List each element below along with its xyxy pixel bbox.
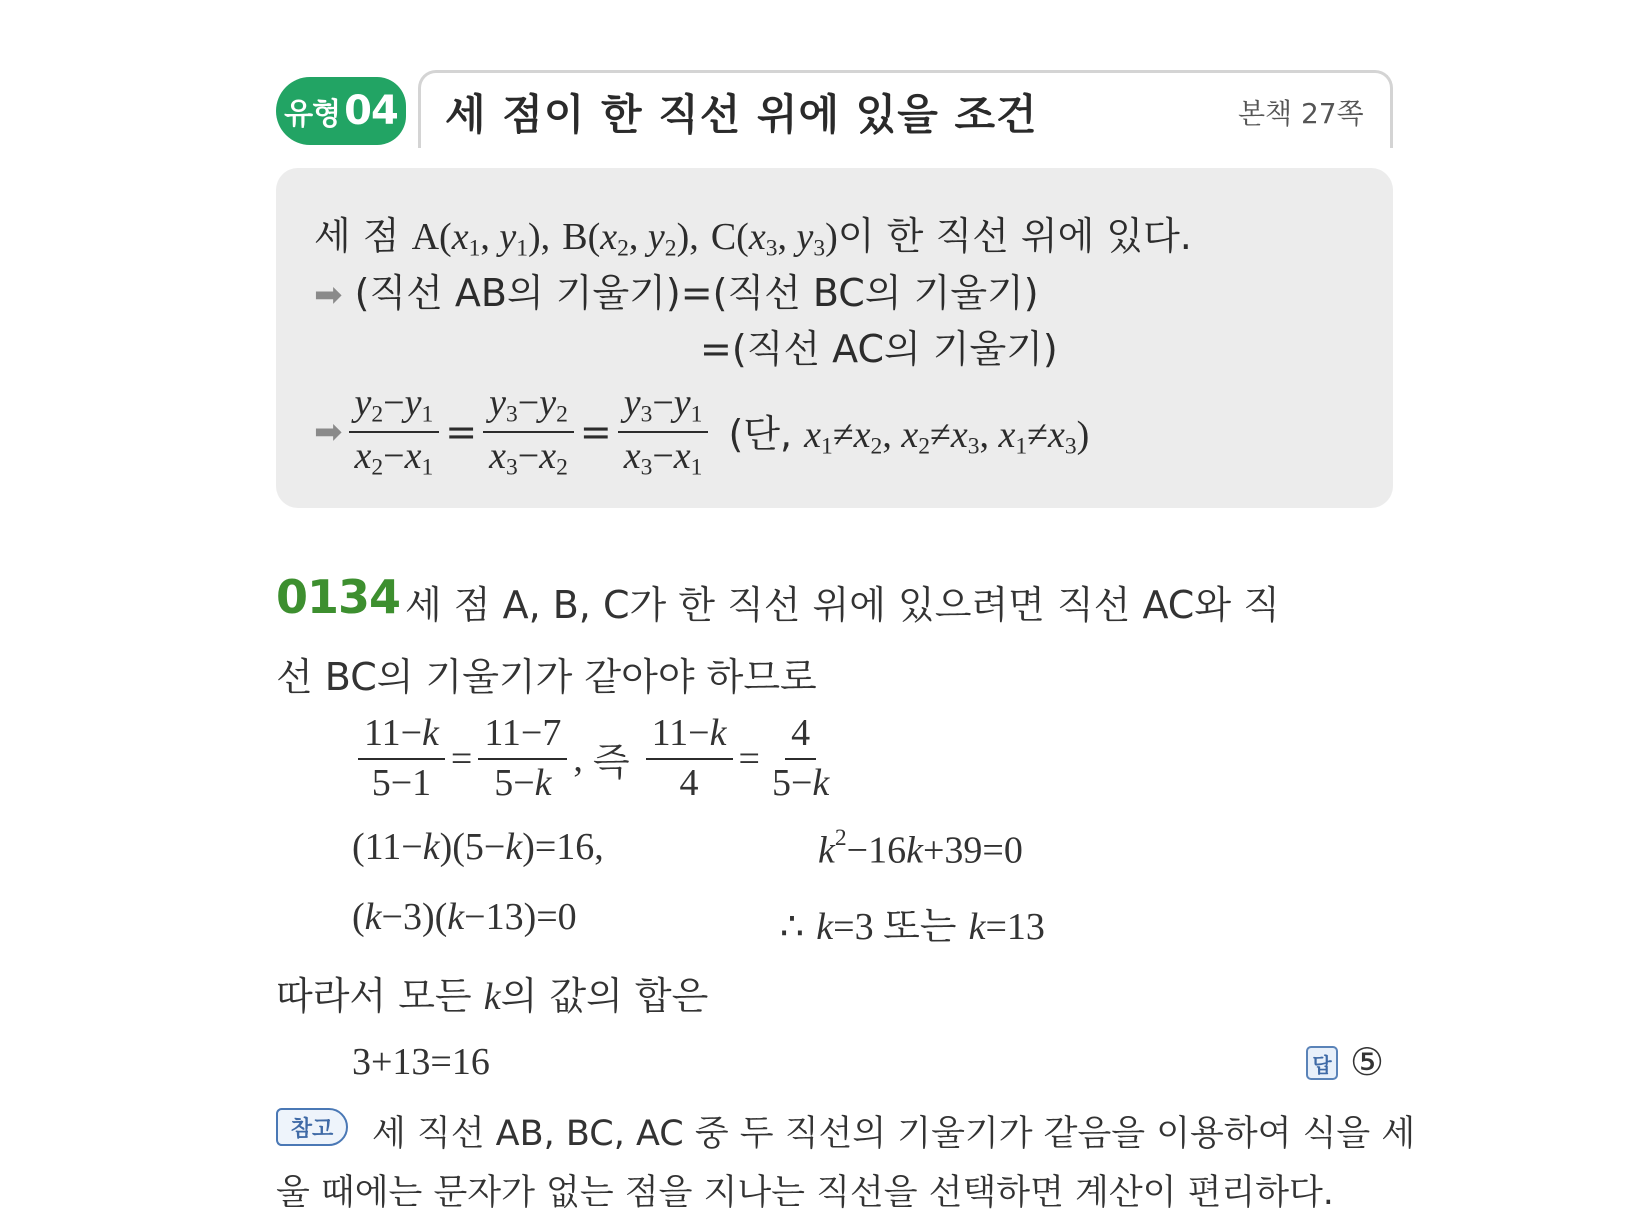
slope-formula-ab: $\frac{y_2-y_1}{x_2-x_1}$ (349, 382, 440, 481)
slope-ac: (직선 AC의 기울기) (731, 327, 1058, 371)
slope-formula-bc: $\frac{y_3-y_2}{x_3-x_2}$ (483, 382, 574, 481)
slope-bc: (직선 BC의 기울기) (712, 271, 1039, 315)
arrow-icon: ➡ (314, 275, 343, 315)
solutions: ∴ k=3 또는 k=13 (780, 904, 1045, 948)
sum-text: 따라서 모든 k의 값의 합은 (276, 974, 709, 1018)
point-a: $A(x_1$, $y_1$), (411, 216, 551, 262)
problem-text-1: 세 점 A, B, C가 한 직선 위에 있으려면 직선 AC와 직 (405, 583, 1280, 627)
word-jeuk: 즉 (592, 740, 630, 785)
problem-number: 0134 (276, 570, 401, 624)
fraction: $\frac{11-k}{4}$ (646, 712, 733, 805)
factored-equation: (k−3)(k−13)=0 (352, 896, 577, 938)
section-title: 세 점이 한 직선 위에 있을 조건 (445, 90, 1038, 139)
equation-step-3: (11−k)(5−k)=16, (352, 826, 604, 868)
equals-sign: = (680, 271, 713, 315)
equation-slopes: $\frac{11-k}{5-1}$ = $\frac{11-7}{5-k}$ , 즉 $\frac{11-k}{4}$ = $\frac{4}{5-k}$ (352, 712, 841, 805)
note-line-1: 세 직선 AB, BC, AC 중 두 직선의 기울기가 같음을 이용하여 식을 세 (372, 1114, 1416, 1154)
point-c: $C(x_3$, $y_3$) (710, 216, 838, 262)
fraction: $\frac{11-7}{5-k}$ (478, 712, 567, 805)
answer-icon: 답 (1306, 1046, 1338, 1080)
type-badge-number: 04 (344, 88, 398, 134)
note-badge: 참고 (276, 1108, 348, 1146)
fraction: $\frac{4}{5-k}$ (771, 712, 830, 804)
answer-value: ⑤ (1350, 1040, 1385, 1084)
sum-expression: 3+13=16 (352, 1041, 490, 1083)
slope-ab: (직선 AB의 기울기) (354, 271, 681, 315)
summary-tail: 이 한 직선 위에 있다. (837, 214, 1192, 258)
summary-line-2 (314, 262, 1039, 317)
point-b: $B(x_2$, $y_2$), (562, 216, 699, 262)
condition: (단, $x_1\ne x_2$, $x_2\ne x_3$, $x_1\ne x_3$) (728, 411, 1090, 460)
arrow-icon: ➡ (314, 411, 343, 452)
summary-lead: 세 점 (314, 214, 400, 258)
quadratic-equation: $k^2-16k+39=0$ (818, 825, 1023, 872)
summary-line-1 (314, 205, 1192, 263)
page-reference: 본책 27쪽 (1238, 97, 1364, 130)
fraction: $\frac{11-k}{5-1}$ (358, 712, 445, 805)
type-badge (276, 77, 406, 145)
slope-formula-ac: $\frac{y_3-y_1}{x_3-x_1}$ (618, 382, 709, 481)
type-badge-word: 유형 (284, 97, 341, 132)
summary-line-4: ➡ $\frac{y_2-y_1}{x_2-x_1}$ = $\frac{y_3-y_2}{x_3-x_2}$ = $\frac{y_3-y_1}{x_3-x_1}$ (단, $x_1\ne x_2$, $x_2\ne x_3$, $x_1\ne x_3$) (314, 382, 1090, 481)
equals-sign: = (700, 327, 732, 371)
note-line-2: 울 때에는 문자가 없는 점을 지나는 직선을 선택하면 계산이 편리하다. (276, 1173, 1334, 1213)
problem-text-2: 선 BC의 기울기가 같아야 하므로 (276, 655, 817, 699)
summary-line-3 (700, 318, 1058, 373)
